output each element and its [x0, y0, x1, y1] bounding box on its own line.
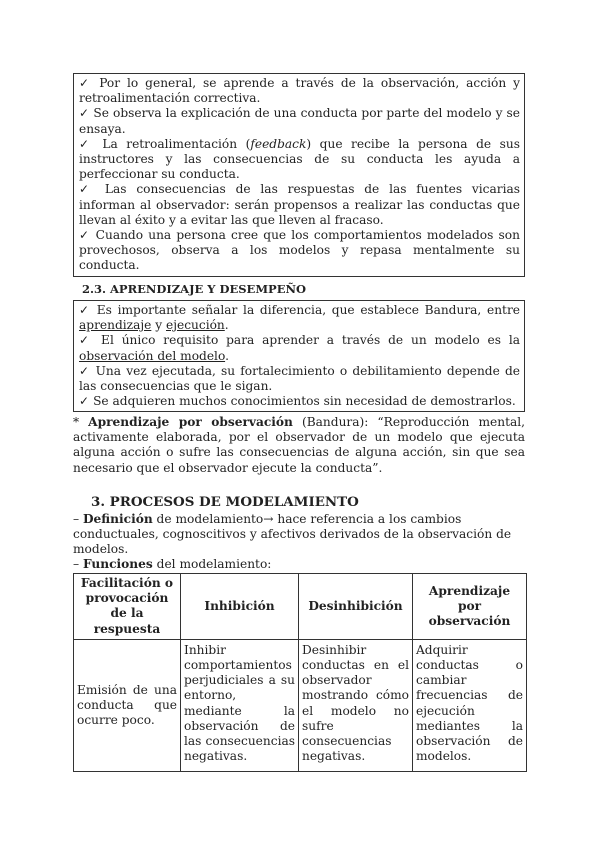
observational-learning-quote: * Aprendizaje por observación (Bandura): “Reproducción mental, activamente elaborada, por el observador de un modelo que ejecuta alguna acción o sufre las consecuencias de alguna acción, sin que sea necesario que el observador ejecute la conducta”. [73, 415, 525, 475]
table-cell: Desinhibir conductas en el observador mostrando cómo el modelo no sufre consecuencias negativas. [299, 639, 413, 771]
table-cell: Adquirir conductas o cambiar frecuencias de ejecución mediantes la observación de modelos. [413, 639, 527, 771]
summary-item: ✓ Por lo general, se aprende a través de la observación, acción y retroalimentación correctiva. [79, 76, 520, 106]
table-header-cell: Aprendizaje por observación [413, 574, 527, 640]
table-header-cell: Facilitación o provocación de la respuesta [74, 574, 181, 640]
table-row [74, 639, 527, 771]
functions-label: – Funciones del modelamiento: [73, 557, 272, 571]
box-item: ✓ Es importante señalar la diferencia, que establece Bandura, entre aprendizaje y ejecución. [79, 303, 520, 333]
summary-item: ✓ Cuando una persona cree que los comportamientos modelados son provechosos, observa a los modelos y repasa mentalmente su conducta. [79, 228, 520, 273]
section-heading-3: 3. PROCESOS DE MODELAMIENTO [91, 494, 359, 510]
summary-item: ✓ Las consecuencias de las respuestas de las fuentes vicarias informan al observador: serán propensos a realizar las conductas que llevan al éxito y a evitar las que lleven al fracaso. [79, 182, 520, 227]
table-cell: Inhibir comportamientos perjudiciales a su entorno, mediante la observación de las consecuencias negativas. [181, 639, 299, 771]
section-heading-2-3: 2.3. APRENDIZAJE Y DESEMPEÑO [82, 282, 306, 296]
table-header-cell: Desinhibición [299, 574, 413, 640]
definition-paragraph: – Definición de modelamiento→ hace referencia a los cambios conductuales, cognoscitivos y afectivos derivados de la observación de modelos. [73, 512, 512, 557]
table-cell: Emisión de una conducta que ocurre poco. [74, 639, 181, 771]
summary-item: ✓ Se observa la explicación de una conducta por parte del modelo y se ensaya. [79, 106, 520, 136]
box-item: ✓ Se adquieren muchos conocimientos sin necesidad de demostrarlos. [79, 394, 516, 409]
summary-item: ✓ La retroalimentación (feedback) que recibe la persona de sus instructores y las consecuencias de su conducta les ayuda a perfeccionar su conducta. [79, 136, 520, 182]
box-item: ✓ El único requisito para aprender a través de un modelo es la observación del modelo. [79, 333, 520, 363]
summary-box [73, 73, 525, 277]
table-header-cell: Inhibición [181, 574, 299, 640]
table-header-row [74, 574, 527, 640]
learning-performance-box [73, 300, 525, 412]
functions-table [73, 573, 527, 772]
box-item: ✓ Una vez ejecutada, su fortalecimiento o debilitamiento depende de las consecuencias que le sigan. [79, 363, 520, 394]
